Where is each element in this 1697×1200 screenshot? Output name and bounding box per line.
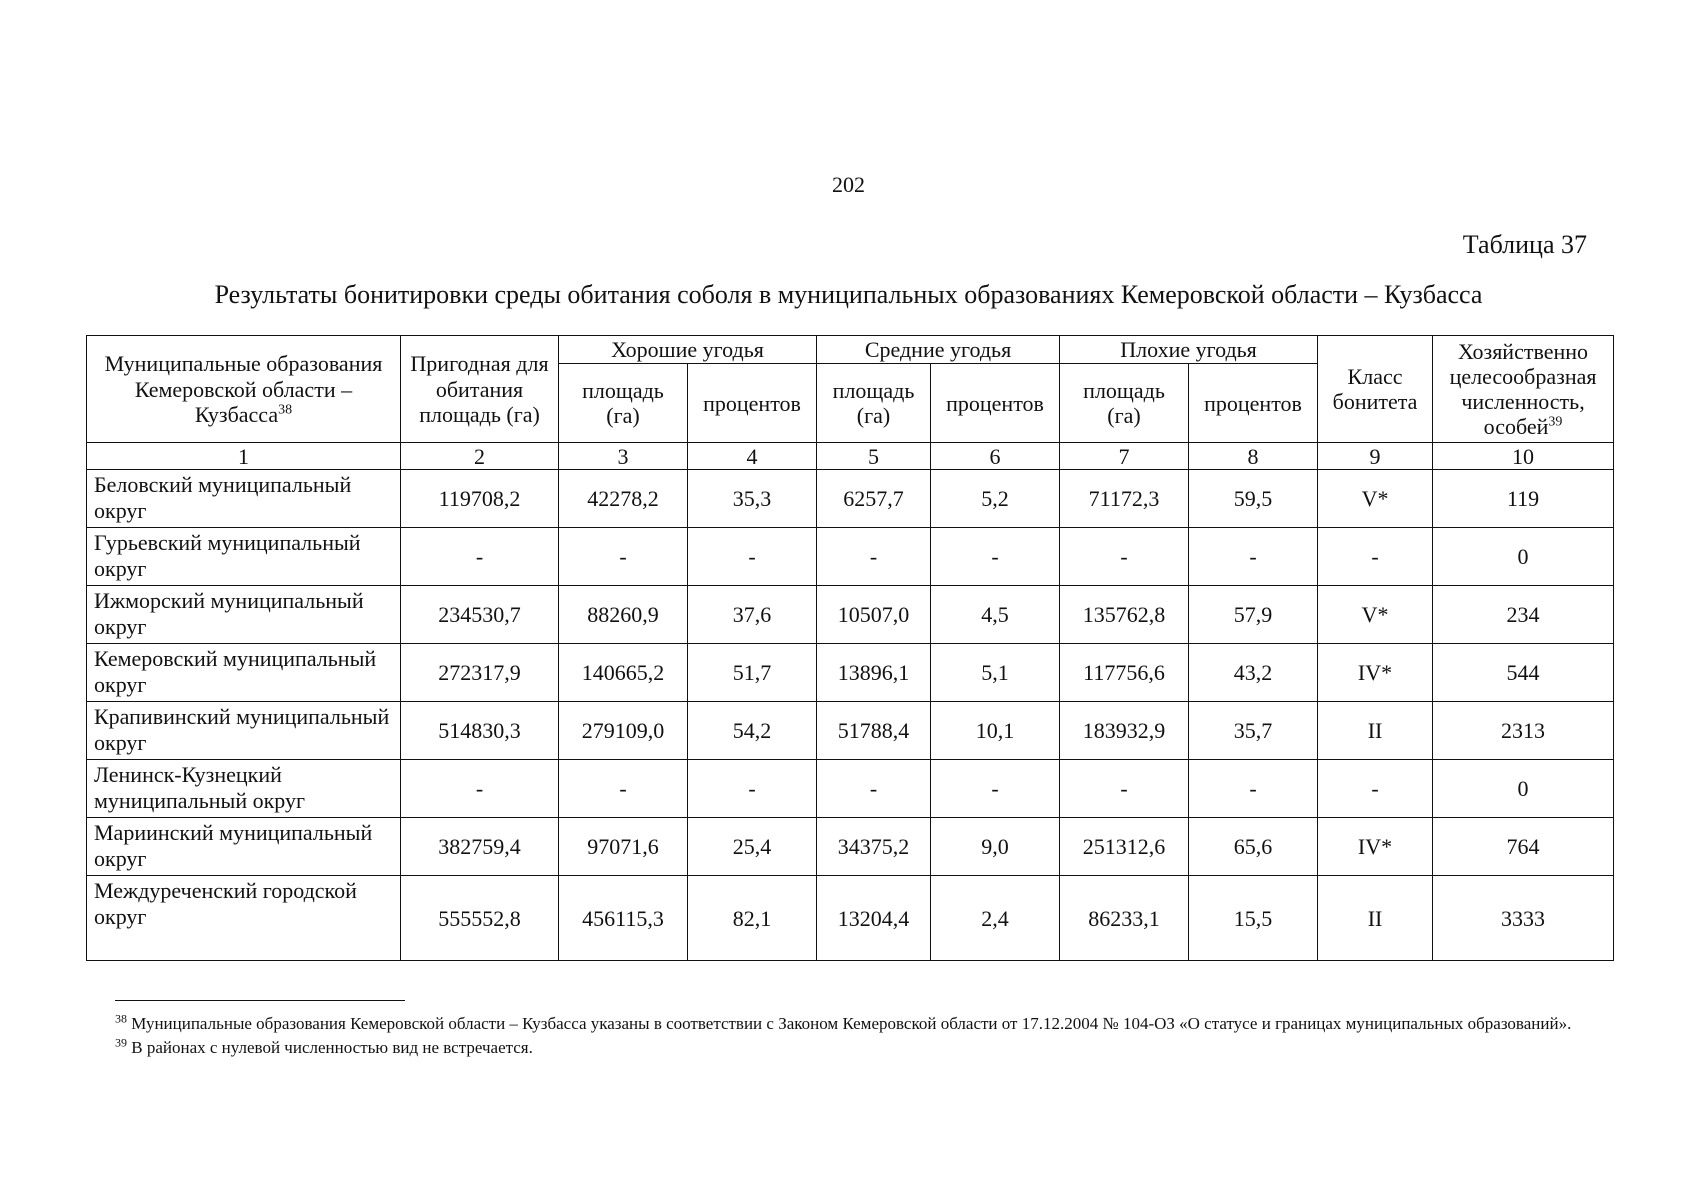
municipality-name: Кемеровский муниципальный округ <box>87 644 401 702</box>
table-body <box>87 470 1614 961</box>
table-row <box>87 470 1614 528</box>
table-cell: 234530,7 <box>401 586 559 644</box>
table-cell: 13204,4 <box>817 876 931 961</box>
table-row <box>87 702 1614 760</box>
column-number: 8 <box>1189 443 1318 470</box>
table-cell: 25,4 <box>688 818 817 876</box>
table-cell: IV* <box>1318 644 1433 702</box>
header-bad-lands: Плохие угодья <box>1060 336 1318 364</box>
table-cell: 9,0 <box>931 818 1060 876</box>
table-row <box>87 818 1614 876</box>
column-number: 10 <box>1433 443 1614 470</box>
table-cell: 37,6 <box>688 586 817 644</box>
table-cell: 5,1 <box>931 644 1060 702</box>
table-cell: - <box>1318 528 1433 586</box>
table-cell: IV* <box>1318 818 1433 876</box>
column-number: 1 <box>87 443 401 470</box>
header-medium-percent: процентов <box>931 364 1060 443</box>
table-row <box>87 760 1614 818</box>
header-class: Класс бонитета <box>1318 336 1433 443</box>
table-cell: - <box>1189 760 1318 818</box>
header-bad-percent: процентов <box>1189 364 1318 443</box>
table-cell: II <box>1318 876 1433 961</box>
column-number: 4 <box>688 443 817 470</box>
table-cell: - <box>817 760 931 818</box>
table-cell: 3333 <box>1433 876 1614 961</box>
table-cell: - <box>559 528 688 586</box>
table-cell: 43,2 <box>1189 644 1318 702</box>
table-cell: 51788,4 <box>817 702 931 760</box>
table-cell: 59,5 <box>1189 470 1318 528</box>
table-cell: 42278,2 <box>559 470 688 528</box>
table-cell: 119 <box>1433 470 1614 528</box>
table-cell: 34375,2 <box>817 818 931 876</box>
municipality-name: Ленинск-Кузнецкий муниципальный округ <box>87 760 401 818</box>
table-cell: 183932,9 <box>1060 702 1189 760</box>
table-cell: 555552,8 <box>401 876 559 961</box>
table-cell: 13896,1 <box>817 644 931 702</box>
column-number-row <box>87 443 1614 470</box>
municipality-name: Гурьевский муниципальный округ <box>87 528 401 586</box>
header-good-lands: Хорошие угодья <box>559 336 817 364</box>
table-cell: 117756,6 <box>1060 644 1189 702</box>
footnotes <box>115 1012 1595 1060</box>
table-cell: 4,5 <box>931 586 1060 644</box>
table-cell: 82,1 <box>688 876 817 961</box>
table-cell: - <box>931 760 1060 818</box>
table-cell: 544 <box>1433 644 1614 702</box>
table-cell: 54,2 <box>688 702 817 760</box>
table-cell: 65,6 <box>1189 818 1318 876</box>
table-cell: - <box>688 760 817 818</box>
municipality-name: Междуреченский городской округ <box>87 876 401 961</box>
table-cell: 456115,3 <box>559 876 688 961</box>
table-cell: - <box>817 528 931 586</box>
table-cell: 382759,4 <box>401 818 559 876</box>
header-population: Хозяйственно целесообразная численность, особей$^{39}$ <box>1433 336 1614 443</box>
table-cell: V* <box>1318 470 1433 528</box>
table-cell: 2313 <box>1433 702 1614 760</box>
table-row <box>87 528 1614 586</box>
header-suitable-area: Пригодная для обитания площадь (га) <box>401 336 559 443</box>
table-cell: 35,3 <box>688 470 817 528</box>
table-row <box>87 586 1614 644</box>
column-number: 9 <box>1318 443 1433 470</box>
table-cell: 88260,9 <box>559 586 688 644</box>
table-cell: 51,7 <box>688 644 817 702</box>
footnote-38: $^{38}$ Муниципальные образования Кемеровской области – Кузбасса указаны в соответствии с Законом Кемеровской области от 17.12.2004 № 104-ОЗ «О статусе и границах муниципальных образований». <box>115 1011 1572 1033</box>
table-cell: - <box>1189 528 1318 586</box>
column-number: 6 <box>931 443 1060 470</box>
column-number: 3 <box>559 443 688 470</box>
habitat-table <box>86 335 1614 961</box>
table-cell: 251312,6 <box>1060 818 1189 876</box>
table-cell: - <box>931 528 1060 586</box>
municipality-name: Мариинский муниципальный округ <box>87 818 401 876</box>
table-cell: 10,1 <box>931 702 1060 760</box>
table-cell: - <box>688 528 817 586</box>
table-cell: 0 <box>1433 528 1614 586</box>
table-cell: - <box>1060 760 1189 818</box>
table-cell: 86233,1 <box>1060 876 1189 961</box>
table-cell: 135762,8 <box>1060 586 1189 644</box>
table-cell: - <box>401 528 559 586</box>
header-bad-area: площадь (га) <box>1060 364 1189 443</box>
table-cell: 5,2 <box>931 470 1060 528</box>
table-cell: 71172,3 <box>1060 470 1189 528</box>
footnote-39: $^{39}$ В районах с нулевой численностью вид не встречается. <box>115 1035 533 1057</box>
header-medium-area: площадь (га) <box>817 364 931 443</box>
table-cell: 140665,2 <box>559 644 688 702</box>
table-cell: 234 <box>1433 586 1614 644</box>
table-cell: - <box>1060 528 1189 586</box>
header-good-percent: процентов <box>688 364 817 443</box>
table-cell: 0 <box>1433 760 1614 818</box>
table-cell: V* <box>1318 586 1433 644</box>
table-cell: - <box>1318 760 1433 818</box>
column-number: 7 <box>1060 443 1189 470</box>
municipality-name: Крапивинский муниципальный округ <box>87 702 401 760</box>
column-number: 5 <box>817 443 931 470</box>
table-cell: 764 <box>1433 818 1614 876</box>
header-medium-lands: Средние угодья <box>817 336 1060 364</box>
header-good-area: площадь (га) <box>559 364 688 443</box>
table-cell: 10507,0 <box>817 586 931 644</box>
table-cell: 57,9 <box>1189 586 1318 644</box>
table-label: Таблица 37 <box>1462 230 1587 259</box>
table-cell: 279109,0 <box>559 702 688 760</box>
table-cell: 97071,6 <box>559 818 688 876</box>
municipality-name: Ижморский муниципальный округ <box>87 586 401 644</box>
footnote-divider <box>115 1000 405 1001</box>
table-cell: 2,4 <box>931 876 1060 961</box>
table-cell: 15,5 <box>1189 876 1318 961</box>
table-cell: - <box>559 760 688 818</box>
table-cell: II <box>1318 702 1433 760</box>
table-cell: 35,7 <box>1189 702 1318 760</box>
table-row <box>87 644 1614 702</box>
table-cell: 514830,3 <box>401 702 559 760</box>
page-number: 202 <box>832 172 865 197</box>
header-municipal: Муниципальные образования Кемеровской области – Кузбасса$^{38}$ <box>87 336 401 443</box>
column-number: 2 <box>401 443 559 470</box>
table-cell: 119708,2 <box>401 470 559 528</box>
table-cell: 6257,7 <box>817 470 931 528</box>
municipality-name: Беловский муниципальный округ <box>87 470 401 528</box>
table-title: Результаты бонитировки среды обитания соболя в муниципальных образованиях Кемеровской области – Кузбасса <box>214 280 1483 309</box>
table-cell: 272317,9 <box>401 644 559 702</box>
table-row <box>87 876 1614 961</box>
table-cell: - <box>401 760 559 818</box>
